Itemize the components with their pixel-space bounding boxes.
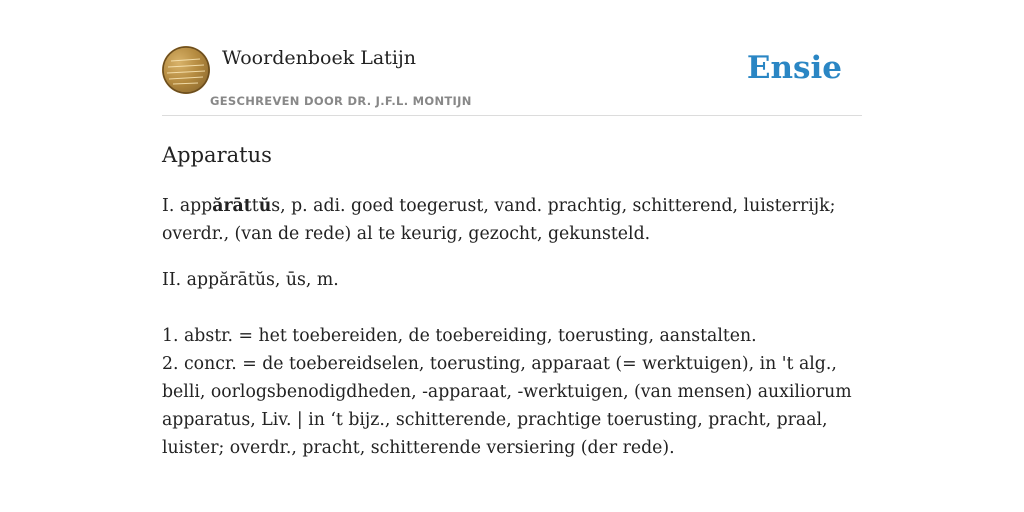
sense-one-definition: s, p. adi. goed toegerust, vand. prachtig, schitterend, luisterrijk; overdr., (van de rede) al te keurig, gezocht, gekunsteld.	[162, 196, 836, 244]
header	[162, 46, 862, 116]
sense-one-mid: t	[251, 196, 259, 216]
sense-two-heading: II. appărātŭs, ūs, m.	[162, 270, 339, 290]
sense-one-paragraph	[162, 192, 862, 248]
author-byline: GESCHREVEN DOOR DR. J.F.L. MONTIJN	[210, 94, 472, 108]
definition-item: 2. concr. = de toebereidselen, toerusting, apparaat (= werktuigen), in 't alg., belli, oorlogsbenodigdheden, -apparaat, -werktuigen, (van mensen) auxiliorum apparatus, Liv. | in ‘t bijz., schitterende, prachtige toerusting, pracht, praal, luister; overdr., pracht, schitterende versiering (der rede).	[162, 354, 852, 458]
sense-one-prefix: I. app	[162, 196, 213, 216]
latin-coin-icon[interactable]	[162, 46, 210, 94]
page-container	[162, 46, 862, 462]
entry-title: Apparatus	[162, 143, 272, 167]
definitions-list	[162, 322, 862, 462]
sense-one-bold-vowel: ŭ	[258, 196, 272, 216]
ensie-logo-link[interactable]: Ensie	[746, 50, 842, 86]
definition-item: 1. abstr. = het toebereiden, de toebereiding, toerusting, aanstalten.	[162, 326, 757, 346]
sense-one-bold-stem: ărāt	[212, 196, 252, 216]
dictionary-title[interactable]: Woordenboek Latijn	[222, 47, 417, 69]
